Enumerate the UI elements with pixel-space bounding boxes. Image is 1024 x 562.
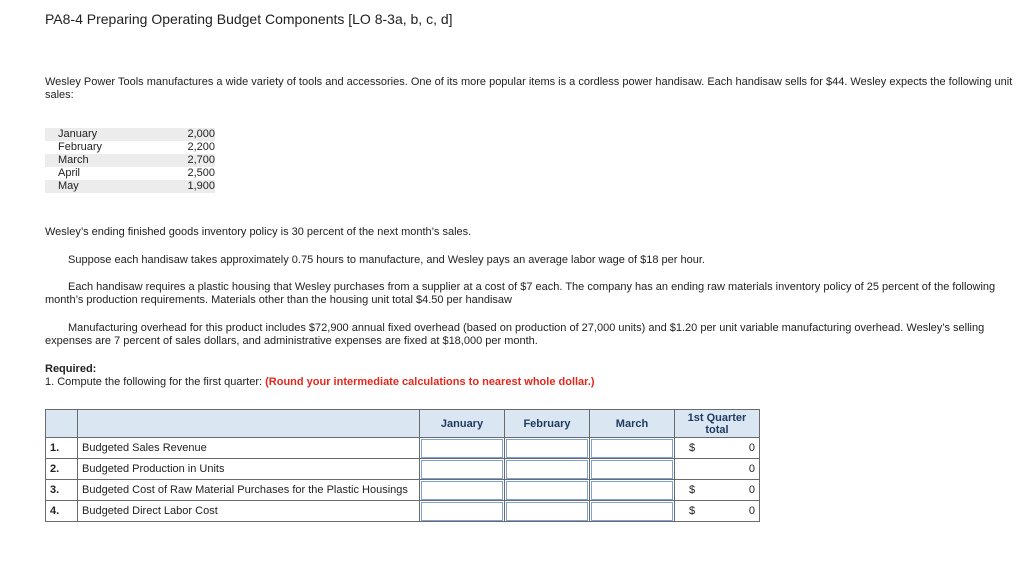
header-blank-num <box>46 410 78 438</box>
header-row <box>46 410 760 438</box>
header-february: February <box>505 410 590 438</box>
cell-march <box>590 480 675 501</box>
total-value: 0 <box>748 505 755 517</box>
sales-revenue-february-input[interactable] <box>506 439 588 458</box>
cell-february <box>505 480 590 501</box>
cell-quarter-total <box>675 501 760 522</box>
cell-february <box>505 459 590 480</box>
currency-sign: $ <box>689 442 696 454</box>
labor-text: Suppose each handisaw takes approximately 0.75 hours to manufacture, and Wesley pays an average labor wage of $18 per hour. <box>68 254 705 266</box>
overhead-text: Manufacturing overhead for this product includes $72,900 annual fixed overhead (based on production of 27,000 units) and $1.20 per unit variable manufacturing overhead. Wesley’s selling expenses are 7 percent of sales dollars, and administrative expenses are fixed at $18,000 per month. <box>45 322 985 347</box>
sales-row-may <box>45 180 215 193</box>
cell-quarter-total <box>675 438 760 459</box>
total-value: 0 <box>748 442 755 454</box>
question-line <box>45 376 595 388</box>
table-row <box>46 501 760 522</box>
materials-text: Each handisaw requires a plastic housing that Wesley purchases from a supplier at a cost of $7 each. The company has an ending raw materials inventory policy of 25 percent of the following month’s production requirements. Materials other than the housing unit total $4.50 per handisaw <box>45 281 996 306</box>
housing-purchases-march-input[interactable] <box>591 481 673 500</box>
sales-units: 1,900 <box>187 180 215 192</box>
cell-january <box>420 459 505 480</box>
currency-sign: $ <box>689 484 696 496</box>
sales-units: 2,700 <box>187 154 215 166</box>
sales-month: January <box>58 128 98 140</box>
total-value: 0 <box>748 484 755 496</box>
cell-january <box>420 501 505 522</box>
budget-table <box>45 409 760 522</box>
sales-units: 2,200 <box>187 141 215 153</box>
cell-quarter-total <box>675 480 760 501</box>
required-label: Required: <box>45 363 97 375</box>
row-number: 3. <box>46 480 78 501</box>
cell-january <box>420 480 505 501</box>
cell-february <box>505 501 590 522</box>
header-march: March <box>590 410 675 438</box>
unit-sales-list <box>45 128 215 193</box>
table-row <box>46 438 760 459</box>
sales-row-january <box>45 128 215 141</box>
housing-purchases-february-input[interactable] <box>506 481 588 500</box>
header-quarter-total: 1st Quarter total <box>675 410 760 438</box>
question-text: 1. Compute the following for the first quarter: <box>45 376 263 388</box>
round-note: (Round your intermediate calculations to nearest whole dollar.) <box>265 376 595 388</box>
table-row <box>46 459 760 480</box>
sales-row-march <box>45 154 215 167</box>
table-row <box>46 480 760 501</box>
header-january: January <box>420 410 505 438</box>
total-value: 0 <box>748 463 755 475</box>
row-number: 1. <box>46 438 78 459</box>
sales-month: February <box>58 141 103 153</box>
currency-sign: $ <box>689 505 696 517</box>
intro-text: Wesley Power Tools manufactures a wide variety of tools and accessories. One of its more popular items is a cordless power handisaw. Each handisaw sells for $44. Wesley expects the following unit sales: <box>45 76 1013 101</box>
production-units-february-input[interactable] <box>506 460 588 479</box>
inventory-policy-text: Wesley’s ending finished goods inventory policy is 30 percent of the next month’s sales. <box>45 226 472 238</box>
row-number: 2. <box>46 459 78 480</box>
sales-month: April <box>58 167 81 179</box>
row-label: Budgeted Sales Revenue <box>78 438 420 459</box>
cell-quarter-total <box>675 459 760 480</box>
sales-row-april <box>45 167 215 180</box>
cell-march <box>590 459 675 480</box>
row-label: Budgeted Cost of Raw Material Purchases for the Plastic Housings <box>78 480 420 501</box>
sales-units: 2,500 <box>187 167 215 179</box>
sales-month: March <box>58 154 89 166</box>
cell-march <box>590 438 675 459</box>
direct-labor-february-input[interactable] <box>506 502 588 521</box>
direct-labor-january-input[interactable] <box>421 502 503 521</box>
page-title: PA8-4 Preparing Operating Budget Components [LO 8-3a, b, c, d] <box>45 11 453 27</box>
sales-revenue-march-input[interactable] <box>591 439 673 458</box>
housing-purchases-january-input[interactable] <box>421 481 503 500</box>
production-units-march-input[interactable] <box>591 460 673 479</box>
cell-february <box>505 438 590 459</box>
cell-january <box>420 438 505 459</box>
production-units-january-input[interactable] <box>421 460 503 479</box>
sales-revenue-january-input[interactable] <box>421 439 503 458</box>
row-number: 4. <box>46 501 78 522</box>
sales-month: May <box>58 180 79 192</box>
sales-units: 2,000 <box>187 128 215 140</box>
sales-row-february <box>45 141 215 154</box>
cell-march <box>590 501 675 522</box>
row-label: Budgeted Production in Units <box>78 459 420 480</box>
direct-labor-march-input[interactable] <box>591 502 673 521</box>
header-blank-label <box>78 410 420 438</box>
row-label: Budgeted Direct Labor Cost <box>78 501 420 522</box>
